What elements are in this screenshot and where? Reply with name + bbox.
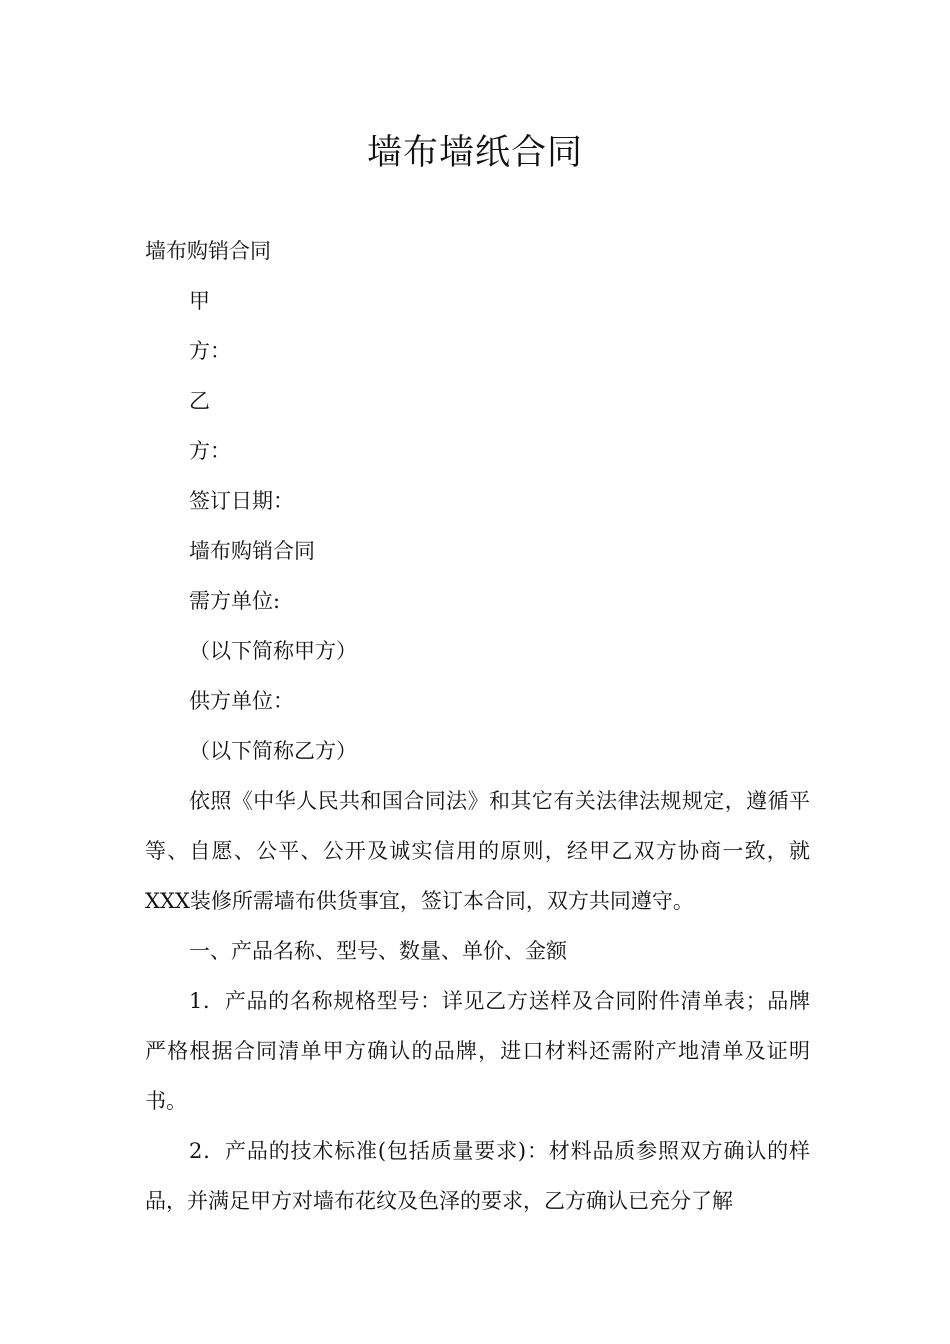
signing-date-label: 签订日期： bbox=[189, 489, 294, 513]
heading-line: 墙布购销合同 bbox=[145, 239, 271, 263]
clause-1-paragraph: 1．产品的名称规格型号：详见乙方送样及合同附件清单表；品牌严格根据合同清单甲方确认的品牌，进口材料还需附产地清单及证明书。 bbox=[145, 989, 810, 1113]
party-b-label-line-2: 方： bbox=[189, 439, 231, 463]
buyer-abbrev-note: （以下简称甲方） bbox=[189, 639, 357, 663]
party-a-label-line-2: 方： bbox=[189, 339, 231, 363]
buyer-unit-label: 需方单位: bbox=[189, 589, 281, 613]
section-heading: 一、产品名称、型号、数量、单价、金额 bbox=[189, 939, 567, 963]
contract-subtitle: 墙布购销合同 bbox=[189, 539, 315, 563]
document-title: 墙布墙纸合同 bbox=[366, 133, 583, 173]
preamble-paragraph: 依照《中华人民共和国合同法》和其它有关法律法规规定，遵循平等、自愿、公平、公开及诚实信用的原则，经甲乙双方协商一致，就XXX装修所需墙布供货事宜，签订本合同，双方共同遵守。 bbox=[145, 789, 810, 913]
document-body bbox=[145, 226, 810, 1226]
party-a-label-line-1: 甲 bbox=[189, 289, 210, 313]
clause-2-paragraph: 2．产品的技术标准(包括质量要求)：材料品质参照双方确认的样品，并满足甲方对墙布花纹及色泽的要求，乙方确认已充分了解 bbox=[145, 1139, 810, 1213]
supplier-abbrev-note: （以下简称乙方） bbox=[189, 739, 357, 763]
party-b-label-line-1: 乙 bbox=[189, 389, 210, 413]
supplier-unit-label: 供方单位： bbox=[189, 689, 294, 713]
